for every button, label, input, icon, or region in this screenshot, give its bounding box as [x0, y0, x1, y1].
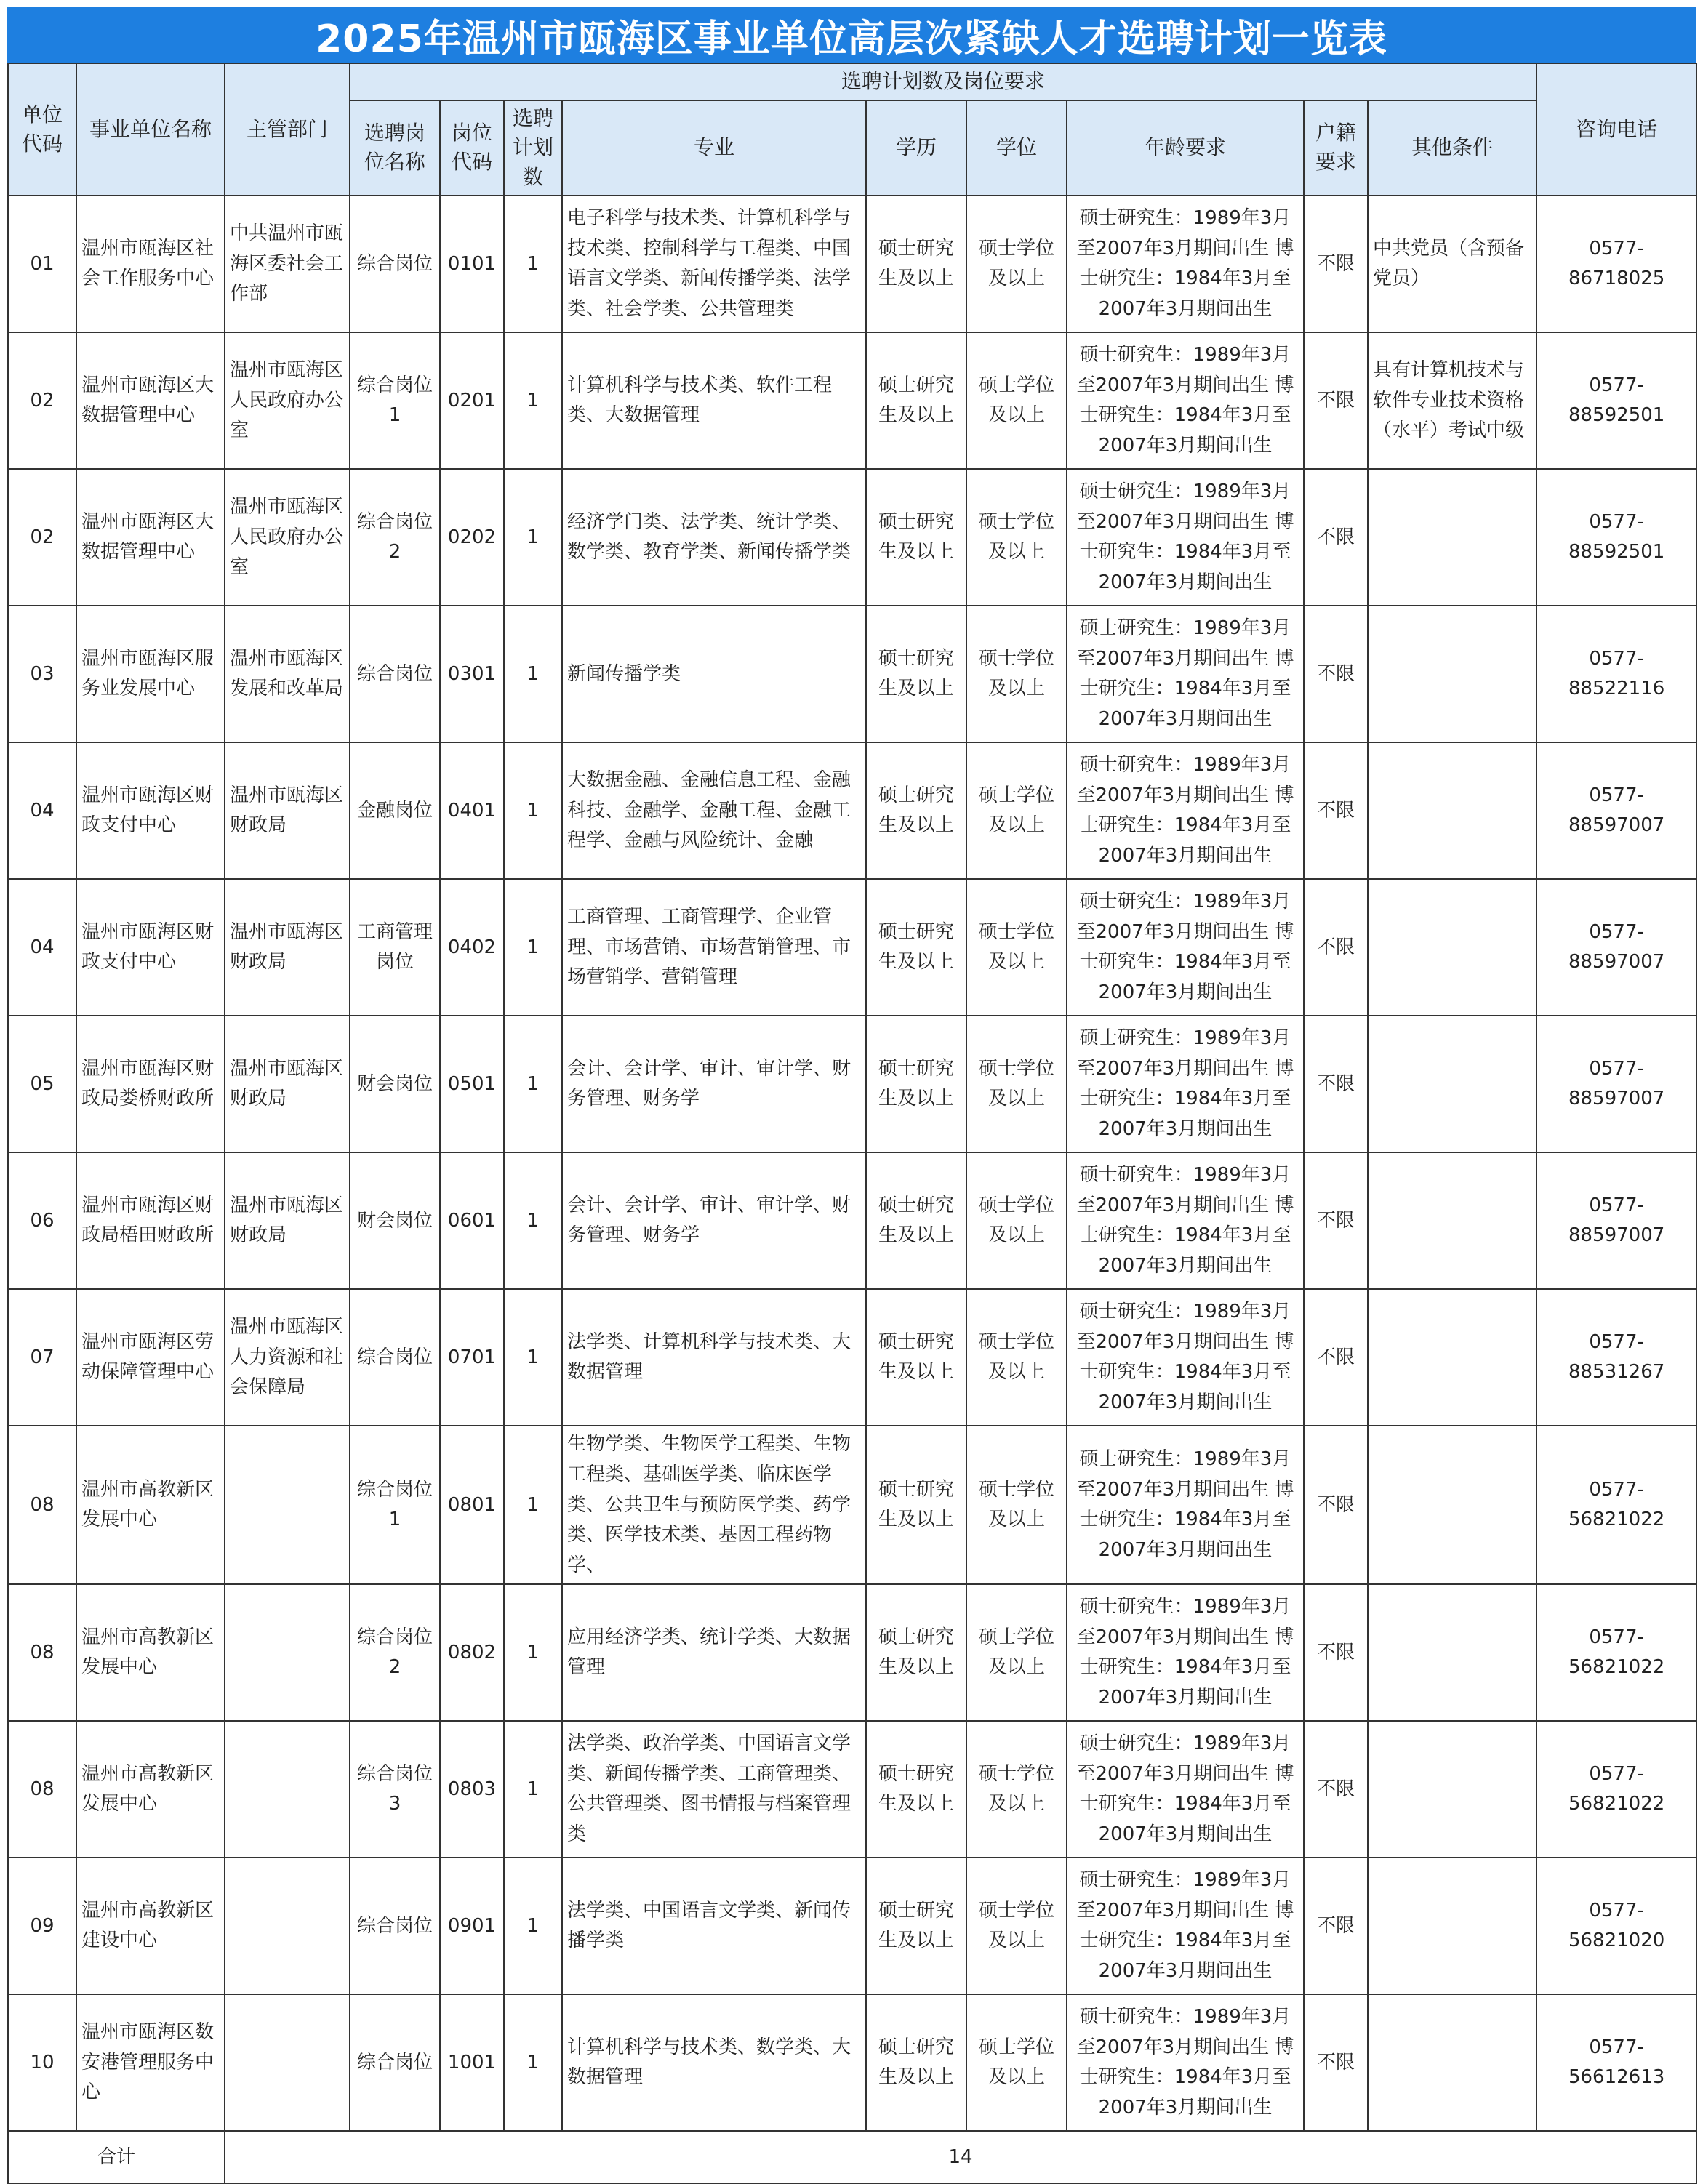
cell-department	[225, 1858, 350, 1994]
cell-other	[1368, 606, 1536, 742]
cell-department: 温州市瓯海区人力资源和社会保障局	[225, 1289, 350, 1426]
cell-hukou: 不限	[1304, 1584, 1368, 1721]
cell-other: 具有计算机技术与软件专业技术资格（水平）考试中级	[1368, 332, 1536, 469]
cell-phone: 0577-88531267	[1536, 1289, 1696, 1426]
cell-age: 硕士研究生：1989年3月至2007年3月期间出生 博士研究生：1984年3月至2007年3月期间出生	[1067, 1721, 1304, 1858]
cell-major: 大数据金融、金融信息工程、金融科技、金融学、金融工程、金融工程学、金融与风险统计、金融	[562, 742, 866, 879]
cell-education: 硕士研究生及以上	[866, 879, 966, 1016]
cell-quota: 1	[504, 742, 562, 879]
cell-post-code: 0301	[440, 606, 504, 742]
cell-phone: 0577-56821022	[1536, 1426, 1696, 1584]
header-unit-code: 单位代码	[8, 63, 76, 196]
cell-other	[1368, 742, 1536, 879]
cell-age: 硕士研究生：1989年3月至2007年3月期间出生 博士研究生：1984年3月至2007年3月期间出生	[1067, 469, 1304, 606]
cell-education: 硕士研究生及以上	[866, 469, 966, 606]
cell-major: 法学类、政治学类、中国语言文学类、新闻传播学类、工商管理类、公共管理类、图书情报与档案管理类	[562, 1721, 866, 1858]
cell-post-code: 0402	[440, 879, 504, 1016]
cell-other	[1368, 1152, 1536, 1289]
cell-hukou: 不限	[1304, 606, 1368, 742]
cell-degree: 硕士学位及以上	[966, 606, 1067, 742]
cell-education: 硕士研究生及以上	[866, 1584, 966, 1721]
table-row	[8, 742, 1696, 879]
cell-unit-name: 温州市瓯海区财政局梧田财政所	[76, 1152, 225, 1289]
cell-unit-code: 02	[8, 469, 76, 606]
cell-post-name: 财会岗位	[350, 1152, 440, 1289]
cell-degree: 硕士学位及以上	[966, 1016, 1067, 1152]
cell-department: 温州市瓯海区财政局	[225, 742, 350, 879]
cell-hukou: 不限	[1304, 1016, 1368, 1152]
cell-quota: 1	[504, 1721, 562, 1858]
cell-phone: 0577-56821022	[1536, 1721, 1696, 1858]
cell-education: 硕士研究生及以上	[866, 1721, 966, 1858]
cell-major: 法学类、中国语言文学类、新闻传播学类	[562, 1858, 866, 1994]
cell-unit-name: 温州市高教新区建设中心	[76, 1858, 225, 1994]
cell-phone: 0577-86718025	[1536, 196, 1696, 332]
header-major: 专业	[562, 100, 866, 196]
cell-unit-code: 09	[8, 1858, 76, 1994]
cell-age: 硕士研究生：1989年3月至2007年3月期间出生 博士研究生：1984年3月至2007年3月期间出生	[1067, 1426, 1304, 1584]
table-row	[8, 1426, 1696, 1584]
cell-unit-name: 温州市高教新区发展中心	[76, 1426, 225, 1584]
cell-other	[1368, 1584, 1536, 1721]
header-other: 其他条件	[1368, 100, 1536, 196]
cell-unit-name: 温州市瓯海区大数据管理中心	[76, 332, 225, 469]
cell-department: 温州市瓯海区财政局	[225, 879, 350, 1016]
cell-department: 中共温州市瓯海区委社会工作部	[225, 196, 350, 332]
cell-education: 硕士研究生及以上	[866, 1152, 966, 1289]
cell-unit-code: 02	[8, 332, 76, 469]
cell-unit-name: 温州市瓯海区财政支付中心	[76, 879, 225, 1016]
cell-unit-name: 温州市瓯海区财政支付中心	[76, 742, 225, 879]
cell-quota: 1	[504, 879, 562, 1016]
cell-phone: 0577-56612613	[1536, 1994, 1696, 2131]
cell-unit-code: 01	[8, 196, 76, 332]
cell-age: 硕士研究生：1989年3月至2007年3月期间出生 博士研究生：1984年3月至2007年3月期间出生	[1067, 879, 1304, 1016]
cell-unit-name: 温州市瓯海区数安港管理服务中心	[76, 1994, 225, 2131]
table-body	[8, 196, 1696, 2131]
cell-post-code: 0802	[440, 1584, 504, 1721]
cell-quota: 1	[504, 1152, 562, 1289]
cell-department	[225, 1426, 350, 1584]
cell-department: 温州市瓯海区财政局	[225, 1152, 350, 1289]
cell-hukou: 不限	[1304, 196, 1368, 332]
cell-unit-code: 04	[8, 742, 76, 879]
header-education: 学历	[866, 100, 966, 196]
cell-phone: 0577-88592501	[1536, 332, 1696, 469]
cell-degree: 硕士学位及以上	[966, 1858, 1067, 1994]
cell-unit-code: 06	[8, 1152, 76, 1289]
cell-unit-code: 03	[8, 606, 76, 742]
cell-age: 硕士研究生：1989年3月至2007年3月期间出生 博士研究生：1984年3月至2007年3月期间出生	[1067, 742, 1304, 879]
table-row	[8, 1016, 1696, 1152]
cell-major: 工商管理、工商管理学、企业管理、市场营销、市场营销管理、市场营销学、营销管理	[562, 879, 866, 1016]
cell-other	[1368, 1721, 1536, 1858]
total-label: 合计	[8, 2131, 225, 2183]
cell-department: 温州市瓯海区财政局	[225, 1016, 350, 1152]
cell-post-name: 综合岗位	[350, 196, 440, 332]
cell-hukou: 不限	[1304, 879, 1368, 1016]
cell-education: 硕士研究生及以上	[866, 1016, 966, 1152]
header-hukou: 户籍要求	[1304, 100, 1368, 196]
cell-major: 应用经济学类、统计学类、大数据管理	[562, 1584, 866, 1721]
cell-post-name: 综合岗位3	[350, 1721, 440, 1858]
cell-unit-code: 08	[8, 1721, 76, 1858]
cell-other	[1368, 879, 1536, 1016]
cell-post-name: 金融岗位	[350, 742, 440, 879]
cell-post-code: 0401	[440, 742, 504, 879]
cell-hukou: 不限	[1304, 1426, 1368, 1584]
cell-post-code: 0601	[440, 1152, 504, 1289]
cell-age: 硕士研究生：1989年3月至2007年3月期间出生 博士研究生：1984年3月至2007年3月期间出生	[1067, 196, 1304, 332]
cell-unit-name: 温州市高教新区发展中心	[76, 1721, 225, 1858]
cell-quota: 1	[504, 469, 562, 606]
cell-quota: 1	[504, 196, 562, 332]
cell-other	[1368, 1994, 1536, 2131]
cell-department	[225, 1721, 350, 1858]
cell-education: 硕士研究生及以上	[866, 1289, 966, 1426]
cell-post-name: 综合岗位	[350, 1858, 440, 1994]
cell-department: 温州市瓯海区发展和改革局	[225, 606, 350, 742]
cell-post-code: 0803	[440, 1721, 504, 1858]
cell-phone: 0577-88597007	[1536, 879, 1696, 1016]
cell-quota: 1	[504, 1426, 562, 1584]
cell-hukou: 不限	[1304, 1289, 1368, 1426]
cell-unit-name: 温州市瓯海区服务业发展中心	[76, 606, 225, 742]
cell-major: 电子科学与技术类、计算机科学与技术类、控制科学与工程类、中国语言文学类、新闻传播学类、法学类、社会学类、公共管理类	[562, 196, 866, 332]
cell-quota: 1	[504, 332, 562, 469]
cell-phone: 0577-88592501	[1536, 469, 1696, 606]
cell-post-name: 综合岗位	[350, 1289, 440, 1426]
cell-post-name: 综合岗位	[350, 1994, 440, 2131]
cell-department: 温州市瓯海区人民政府办公室	[225, 332, 350, 469]
cell-quota: 1	[504, 1994, 562, 2131]
cell-hukou: 不限	[1304, 1994, 1368, 2131]
table-row	[8, 469, 1696, 606]
cell-degree: 硕士学位及以上	[966, 469, 1067, 606]
header-quota: 选聘计划数	[504, 100, 562, 196]
cell-post-code: 0701	[440, 1289, 504, 1426]
cell-degree: 硕士学位及以上	[966, 1289, 1067, 1426]
cell-major: 会计、会计学、审计、审计学、财务管理、财务学	[562, 1152, 866, 1289]
table-row	[8, 1994, 1696, 2131]
table-row	[8, 1858, 1696, 1994]
cell-post-code: 0901	[440, 1858, 504, 1994]
cell-major: 计算机科学与技术类、软件工程类、大数据管理	[562, 332, 866, 469]
cell-major: 计算机科学与技术类、数学类、大数据管理	[562, 1994, 866, 2131]
table-row	[8, 1721, 1696, 1858]
table-row	[8, 1289, 1696, 1426]
header-age: 年龄要求	[1067, 100, 1304, 196]
header-group: 选聘计划数及岗位要求	[350, 63, 1536, 100]
cell-age: 硕士研究生：1989年3月至2007年3月期间出生 博士研究生：1984年3月至2007年3月期间出生	[1067, 332, 1304, 469]
cell-phone: 0577-88597007	[1536, 742, 1696, 879]
cell-post-name: 综合岗位2	[350, 1584, 440, 1721]
cell-phone: 0577-88597007	[1536, 1152, 1696, 1289]
cell-post-name: 工商管理岗位	[350, 879, 440, 1016]
cell-department: 温州市瓯海区人民政府办公室	[225, 469, 350, 606]
cell-unit-name: 温州市瓯海区社会工作服务中心	[76, 196, 225, 332]
cell-hukou: 不限	[1304, 1858, 1368, 1994]
cell-other	[1368, 1016, 1536, 1152]
cell-degree: 硕士学位及以上	[966, 1152, 1067, 1289]
cell-quota: 1	[504, 1858, 562, 1994]
cell-hukou: 不限	[1304, 1152, 1368, 1289]
cell-unit-code: 04	[8, 879, 76, 1016]
cell-department	[225, 1994, 350, 2131]
recruitment-table	[7, 63, 1697, 2184]
cell-education: 硕士研究生及以上	[866, 1994, 966, 2131]
header-unit-name: 事业单位名称	[76, 63, 225, 196]
cell-education: 硕士研究生及以上	[866, 742, 966, 879]
header-post-name: 选聘岗位名称	[350, 100, 440, 196]
cell-degree: 硕士学位及以上	[966, 196, 1067, 332]
cell-education: 硕士研究生及以上	[866, 1858, 966, 1994]
cell-education: 硕士研究生及以上	[866, 1426, 966, 1584]
table-row	[8, 1152, 1696, 1289]
cell-age: 硕士研究生：1989年3月至2007年3月期间出生 博士研究生：1984年3月至2007年3月期间出生	[1067, 1289, 1304, 1426]
cell-unit-code: 08	[8, 1584, 76, 1721]
cell-age: 硕士研究生：1989年3月至2007年3月期间出生 博士研究生：1984年3月至2007年3月期间出生	[1067, 1858, 1304, 1994]
cell-major: 生物学类、生物医学工程类、生物工程类、基础医学类、临床医学类、公共卫生与预防医学类、药学类、医学技术类、基因工程药物学、	[562, 1426, 866, 1584]
cell-phone: 0577-56821022	[1536, 1584, 1696, 1721]
cell-phone: 0577-56821020	[1536, 1858, 1696, 1994]
cell-quota: 1	[504, 1016, 562, 1152]
cell-post-code: 0101	[440, 196, 504, 332]
cell-age: 硕士研究生：1989年3月至2007年3月期间出生 博士研究生：1984年3月至2007年3月期间出生	[1067, 1152, 1304, 1289]
cell-post-name: 综合岗位1	[350, 332, 440, 469]
cell-age: 硕士研究生：1989年3月至2007年3月期间出生 博士研究生：1984年3月至2007年3月期间出生	[1067, 1584, 1304, 1721]
cell-hukou: 不限	[1304, 742, 1368, 879]
total-value: 14	[225, 2131, 1696, 2183]
cell-department	[225, 1584, 350, 1721]
page-title: 2025年温州市瓯海区事业单位高层次紧缺人才选聘计划一览表	[7, 7, 1696, 63]
cell-major: 新闻传播学类	[562, 606, 866, 742]
cell-major: 法学类、计算机科学与技术类、大数据管理	[562, 1289, 866, 1426]
cell-degree: 硕士学位及以上	[966, 879, 1067, 1016]
cell-age: 硕士研究生：1989年3月至2007年3月期间出生 博士研究生：1984年3月至2007年3月期间出生	[1067, 1016, 1304, 1152]
cell-education: 硕士研究生及以上	[866, 332, 966, 469]
cell-post-code: 0501	[440, 1016, 504, 1152]
cell-major: 会计、会计学、审计、审计学、财务管理、财务学	[562, 1016, 866, 1152]
cell-post-code: 0201	[440, 332, 504, 469]
cell-other	[1368, 1426, 1536, 1584]
cell-degree: 硕士学位及以上	[966, 1994, 1067, 2131]
cell-degree: 硕士学位及以上	[966, 742, 1067, 879]
cell-other	[1368, 1858, 1536, 1994]
cell-age: 硕士研究生：1989年3月至2007年3月期间出生 博士研究生：1984年3月至2007年3月期间出生	[1067, 1994, 1304, 2131]
header-phone: 咨询电话	[1536, 63, 1696, 196]
cell-education: 硕士研究生及以上	[866, 606, 966, 742]
cell-education: 硕士研究生及以上	[866, 196, 966, 332]
cell-unit-code: 10	[8, 1994, 76, 2131]
cell-quota: 1	[504, 606, 562, 742]
table-row	[8, 332, 1696, 469]
cell-other	[1368, 469, 1536, 606]
cell-unit-name: 温州市高教新区发展中心	[76, 1584, 225, 1721]
cell-phone: 0577-88597007	[1536, 1016, 1696, 1152]
cell-post-name: 综合岗位2	[350, 469, 440, 606]
cell-other: 中共党员（含预备党员）	[1368, 196, 1536, 332]
cell-post-name: 综合岗位1	[350, 1426, 440, 1584]
cell-degree: 硕士学位及以上	[966, 332, 1067, 469]
table-row	[8, 1584, 1696, 1721]
cell-quota: 1	[504, 1584, 562, 1721]
cell-unit-name: 温州市瓯海区大数据管理中心	[76, 469, 225, 606]
cell-post-code: 0801	[440, 1426, 504, 1584]
cell-hukou: 不限	[1304, 1721, 1368, 1858]
cell-degree: 硕士学位及以上	[966, 1426, 1067, 1584]
cell-unit-name: 温州市瓯海区财政局娄桥财政所	[76, 1016, 225, 1152]
header-degree: 学位	[966, 100, 1067, 196]
header-department: 主管部门	[225, 63, 350, 196]
cell-post-name: 财会岗位	[350, 1016, 440, 1152]
cell-phone: 0577-88522116	[1536, 606, 1696, 742]
table-row	[8, 879, 1696, 1016]
cell-major: 经济学门类、法学类、统计学类、数学类、教育学类、新闻传播学类	[562, 469, 866, 606]
cell-post-code: 0202	[440, 469, 504, 606]
table-row	[8, 606, 1696, 742]
cell-age: 硕士研究生：1989年3月至2007年3月期间出生 博士研究生：1984年3月至2007年3月期间出生	[1067, 606, 1304, 742]
cell-unit-name: 温州市瓯海区劳动保障管理中心	[76, 1289, 225, 1426]
cell-degree: 硕士学位及以上	[966, 1721, 1067, 1858]
cell-post-code: 1001	[440, 1994, 504, 2131]
cell-other	[1368, 1289, 1536, 1426]
cell-hukou: 不限	[1304, 469, 1368, 606]
cell-quota: 1	[504, 1289, 562, 1426]
cell-unit-code: 07	[8, 1289, 76, 1426]
header-post-code: 岗位代码	[440, 100, 504, 196]
cell-hukou: 不限	[1304, 332, 1368, 469]
cell-unit-code: 05	[8, 1016, 76, 1152]
cell-degree: 硕士学位及以上	[966, 1584, 1067, 1721]
cell-unit-code: 08	[8, 1426, 76, 1584]
cell-post-name: 综合岗位	[350, 606, 440, 742]
table-row	[8, 196, 1696, 332]
